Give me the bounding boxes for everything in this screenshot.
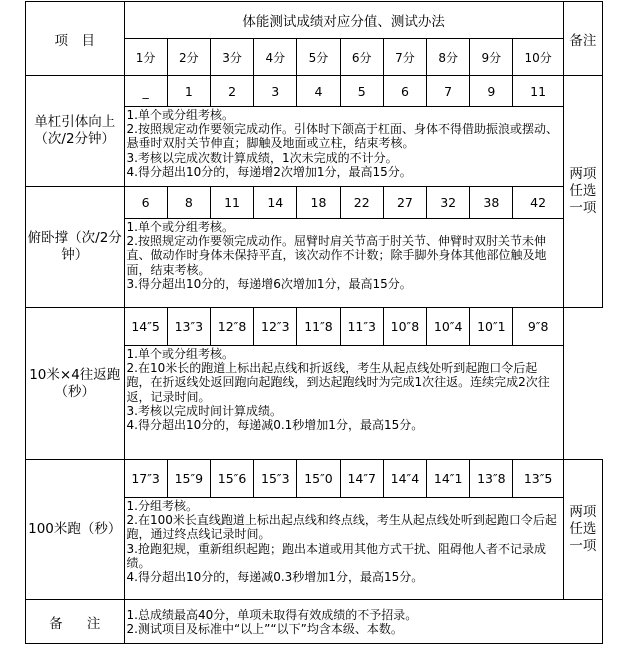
point-header: 1分 — [124, 39, 167, 76]
score-cell: 6 — [124, 187, 167, 219]
score-cell: 17″3 — [124, 460, 167, 498]
score-cell: 11″8 — [297, 308, 340, 346]
score-cell: 10″8 — [383, 308, 426, 346]
rule-line: 1.单个或分组考核。 — [126, 220, 234, 234]
pushup-rules — [124, 219, 563, 308]
score-cell: 22 — [340, 187, 383, 219]
remark-choose-one: 两项任选一项 — [563, 460, 602, 600]
rule-line: 2.在10米长的跑道上标出起点线和折返线，考生从起点线处听到起跑口令后起跑，在折返线处返回跑向起跑线，到达起跑线时为完成1次往返。连续完成2次往返，记录时间。 — [126, 361, 550, 404]
score-cell: 3 — [254, 76, 297, 107]
rule-line: 3.得分超出10分的，每递增6次增加1分，最高15分。 — [126, 276, 412, 291]
score-cell: 12″8 — [210, 308, 253, 346]
score-cell: 18 — [297, 187, 340, 219]
notes-label: 备 注 — [26, 600, 125, 644]
rule-line: 2.在100米长直线跑道上标出起点线和终点线，考生从起点线处听到起跑口令后起跑，通过终点线记录时间。 — [126, 513, 557, 542]
score-cell: 14″5 — [124, 308, 167, 346]
score-cell: 15″9 — [167, 460, 210, 498]
score-cell: 14″4 — [383, 460, 426, 498]
score-cell: 15″3 — [254, 460, 297, 498]
point-header: 8分 — [427, 39, 470, 76]
score-cell: 14″7 — [340, 460, 383, 498]
score-cell: 10″4 — [427, 308, 470, 346]
score-cell: 2 — [210, 76, 253, 107]
score-cell: 9 — [470, 76, 513, 107]
score-cell: 9″8 — [513, 308, 563, 346]
event-name-pullup: 单杠引体向上（次/2分钟） — [26, 76, 125, 187]
event-name-100m: 100米跑（秒） — [26, 460, 125, 600]
point-header: 3分 — [210, 39, 253, 76]
score-cell: 15″6 — [210, 460, 253, 498]
score-cell: 13″5 — [513, 460, 563, 498]
event-name-shuttle-run: 10米×4往返跑（秒） — [26, 308, 125, 460]
score-cell: 12″3 — [254, 308, 297, 346]
score-cell: 38 — [470, 187, 513, 219]
score-cell: 27 — [383, 187, 426, 219]
score-cell: 14 — [254, 187, 297, 219]
notes-content — [124, 600, 603, 644]
point-header: 2分 — [167, 39, 210, 76]
score-cell: 15″0 — [297, 460, 340, 498]
score-cell: 11″3 — [340, 308, 383, 346]
pullup-rules — [124, 107, 563, 187]
100m-rules — [124, 498, 563, 600]
point-header: 6分 — [340, 39, 383, 76]
score-cell: 7 — [427, 76, 470, 107]
fitness-standards-table — [25, 1, 603, 644]
score-cell: 42 — [513, 187, 563, 219]
rule-line: 3.考核以完成时间计算成绩。 — [126, 403, 282, 418]
point-header: 9分 — [470, 39, 513, 76]
score-cell: 11 — [210, 187, 253, 219]
rule-line: 2.按照规定动作要领完成动作。引体时下颌高于杠面、身体不得借助振浪或摆动、悬垂时双肘关节伸直；脚触及地面或立柱，结束考核。 — [126, 122, 558, 151]
remarks-header: 备注 — [563, 2, 602, 76]
point-header: 5分 — [297, 39, 340, 76]
rule-line: 2.按照规定动作要领完成动作。屈臂时肩关节高于肘关节、伸臂时双肘关节未伸直、做动作时身体未保持平直，该次动作不计数；除手脚外身体其他部位触及地面，结束考核。 — [126, 234, 547, 277]
rule-line: 3.抢跑犯规，重新组织起跑；跑出本道或用其他方式干扰、阻碍他人者不记录成绩。 — [126, 541, 546, 570]
rule-line: 4.得分超出10分的，每递减0.1秒增加1分，最高15分。 — [126, 418, 424, 433]
score-cell: 13″3 — [167, 308, 210, 346]
rule-line: 1.分组考核。 — [126, 499, 198, 513]
score-cell: 4 — [297, 76, 340, 107]
score-cell: 5 — [340, 76, 383, 107]
score-cell: 1 — [167, 76, 210, 107]
score-cell: 13″8 — [470, 460, 513, 498]
shuttle-run-rules — [124, 346, 563, 460]
rule-line: 3.考核以完成次数计算成绩，1次未完成的不计分。 — [126, 150, 398, 165]
note-line: 1.总成绩最高40分，单项未取得有效成绩的不予招录。 — [126, 607, 418, 622]
rule-line: 4.得分超出10分的，每递减0.3秒增加1分，最高15分。 — [126, 570, 424, 585]
score-cell: 10″1 — [470, 308, 513, 346]
score-cell: _ — [124, 76, 167, 107]
remark-choose-one: 两项任选一项 — [563, 76, 602, 308]
rule-line: 4.得分超出10分的，每递增2次增加1分，最高15分。 — [126, 164, 412, 179]
point-header: 7分 — [383, 39, 426, 76]
score-cell: 11 — [513, 76, 563, 107]
score-cell: 8 — [167, 187, 210, 219]
score-cell: 14″1 — [427, 460, 470, 498]
point-header: 10分 — [513, 39, 563, 76]
rule-line: 1.单个或分组考核。 — [126, 108, 234, 122]
score-cell: 6 — [383, 76, 426, 107]
score-cell: 32 — [427, 187, 470, 219]
note-line: 2.测试项目及标准中“以上”“以下”均含本级、本数。 — [126, 622, 403, 636]
table-title: 体能测试成绩对应分值、测试办法 — [124, 2, 563, 39]
event-name-pushup: 俯卧撑（次/2分钟） — [26, 187, 125, 308]
item-header: 项 目 — [26, 2, 125, 76]
rule-line: 1.单个或分组考核。 — [126, 347, 234, 361]
point-header: 4分 — [254, 39, 297, 76]
